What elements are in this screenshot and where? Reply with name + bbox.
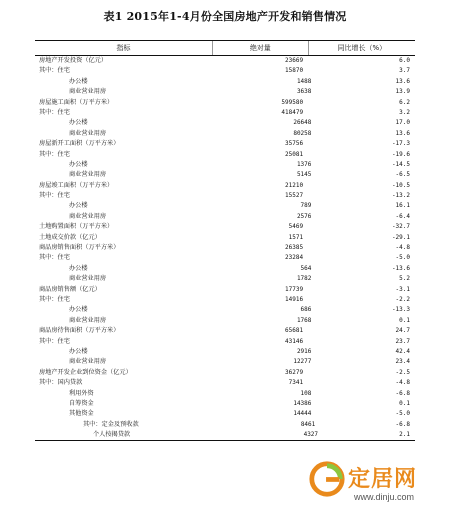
row-label: 商品房待售面积（万平方米）: [39, 327, 120, 335]
row-value: 1768: [296, 316, 312, 324]
row-growth: -29.1: [391, 233, 410, 241]
row-growth: -10.5: [391, 181, 410, 189]
row-value: 7341: [288, 379, 304, 387]
dinju-logo-icon: [308, 460, 346, 498]
row-growth: 42.4: [395, 347, 410, 355]
row-label: 办公楼: [69, 202, 88, 210]
row-value: 23669: [285, 57, 304, 64]
table-row: [35, 87, 415, 97]
row-label: 商业营业用房: [69, 275, 107, 283]
row-value: 43146: [285, 337, 304, 345]
row-label: 房屋新开工面积（万平方米）: [39, 140, 120, 148]
row-value: 5145: [296, 171, 312, 179]
table-row: [35, 129, 415, 139]
row-growth: -5.0: [395, 410, 410, 418]
row-value: 8461: [300, 420, 316, 428]
row-value: 1488: [296, 77, 312, 85]
row-label: 商业营业用房: [69, 316, 107, 324]
row-label: 土地购置面积（万平方米）: [39, 223, 114, 231]
row-label: 其中：住宅: [39, 108, 70, 116]
row-label: 办公楼: [69, 347, 88, 355]
row-label: 房地产开发企业到位资金（亿元）: [39, 368, 132, 376]
row-growth: 0.1: [399, 316, 410, 324]
row-growth: 13.6: [395, 129, 410, 137]
row-value: 23284: [285, 254, 304, 262]
row-label: 其中：住宅: [39, 254, 70, 262]
row-label: 商业营业用房: [69, 171, 107, 179]
table-row: [35, 222, 415, 232]
row-growth: -6.4: [395, 212, 410, 220]
row-value: 21210: [285, 181, 304, 189]
row-growth: 3.2: [399, 108, 410, 116]
row-growth: 6.2: [399, 98, 410, 106]
row-growth: 23.7: [395, 337, 410, 345]
row-growth: -19.6: [391, 150, 410, 158]
row-growth: -6.8: [395, 389, 410, 397]
table-row: [35, 295, 415, 305]
table-row: [35, 357, 415, 367]
row-label: 商品房销售额（亿元）: [39, 285, 101, 293]
row-growth: -5.0: [395, 254, 410, 262]
row-value: 26648: [293, 119, 312, 127]
table-row: [35, 409, 415, 419]
row-growth: -4.8: [395, 244, 410, 252]
row-label: 办公楼: [69, 160, 88, 168]
row-value: 1376: [296, 160, 312, 168]
row-growth: -6.8: [395, 420, 410, 428]
row-label: 其中：住宅: [39, 150, 70, 158]
table-row: [35, 347, 415, 357]
row-value: 25081: [285, 150, 304, 158]
row-growth: 24.7: [395, 327, 410, 335]
row-label: 自筹资金: [69, 399, 94, 407]
table-row: [35, 378, 415, 388]
table-row: [35, 326, 415, 336]
row-value: 4327: [303, 431, 319, 439]
bottom-rule: [35, 440, 415, 441]
row-label: 利用外资: [69, 389, 94, 397]
statistics-table: [35, 40, 415, 441]
row-growth: 5.2: [399, 275, 410, 283]
row-value: 3638: [296, 88, 312, 96]
table-title: 表1 2015年1-4月份全国房地产开发和销售情况: [103, 10, 347, 23]
row-growth: 6.0: [399, 57, 410, 64]
row-growth: 13.6: [395, 77, 410, 85]
row-value: 80258: [293, 129, 312, 137]
row-label: 商业营业用房: [69, 212, 107, 220]
row-label: 办公楼: [69, 77, 88, 85]
table-row: [35, 253, 415, 263]
row-value: 599580: [281, 98, 304, 106]
row-label: 个人按揭贷款: [93, 431, 131, 439]
row-value: 14916: [285, 295, 304, 303]
row-label: 其中：住宅: [39, 67, 70, 75]
table-row: [35, 399, 415, 409]
row-label: 商品房销售面积（万平方米）: [39, 244, 120, 252]
row-label: 办公楼: [69, 264, 88, 272]
row-growth: -14.5: [391, 160, 410, 168]
table-row: [35, 191, 415, 201]
row-label: 其中：定金及预收款: [83, 420, 139, 428]
row-label: 房屋施工面积（万平方米）: [39, 98, 114, 106]
row-value: 36279: [285, 368, 304, 376]
row-growth: -32.7: [391, 223, 410, 231]
row-growth: -17.3: [391, 140, 410, 148]
row-label: 商业营业用房: [69, 358, 107, 366]
row-growth: 3.7: [399, 67, 410, 75]
table-row: [35, 285, 415, 295]
table-row: [35, 274, 415, 284]
watermark-brand: 定居网: [348, 467, 418, 492]
watermark: [308, 458, 448, 513]
row-value: 15870: [285, 67, 304, 75]
row-growth: 2.1: [399, 431, 410, 439]
row-value: 14444: [293, 410, 312, 418]
row-value: 1571: [288, 233, 304, 241]
table-row: [35, 66, 415, 76]
table-row: [35, 139, 415, 149]
table-row: [35, 430, 415, 440]
row-value: 17739: [285, 285, 304, 293]
row-growth: -13.2: [391, 192, 410, 200]
header-absolute: 绝对量: [212, 41, 309, 55]
row-value: 418479: [281, 108, 304, 116]
table-body: [35, 56, 415, 440]
row-value: 2576: [296, 212, 312, 220]
row-growth: -2.2: [395, 295, 410, 303]
row-value: 564: [300, 264, 312, 272]
row-growth: -3.1: [395, 285, 410, 293]
watermark-url: www.dinju.com: [354, 492, 415, 502]
row-growth: -2.5: [395, 368, 410, 376]
table-row: [35, 170, 415, 180]
row-value: 789: [300, 202, 312, 210]
row-growth: 16.1: [395, 202, 410, 210]
row-label: 商业营业用房: [69, 129, 107, 137]
row-label: 商业营业用房: [69, 88, 107, 96]
row-label: 办公楼: [69, 306, 88, 314]
row-value: 65681: [285, 327, 304, 335]
table-row: [35, 118, 415, 128]
row-value: 108: [300, 389, 312, 397]
table-header: [35, 41, 415, 55]
table-row: [35, 233, 415, 243]
header-indicator: 指标: [116, 44, 131, 52]
row-value: 26385: [285, 244, 304, 252]
row-label: 其他资金: [69, 410, 94, 418]
row-growth: 23.4: [395, 358, 410, 366]
row-growth: -6.5: [395, 171, 410, 179]
table-row: [35, 56, 415, 66]
table-row: [35, 150, 415, 160]
row-growth: -4.8: [395, 379, 410, 387]
row-growth: 17.0: [395, 119, 410, 127]
table-row: [35, 316, 415, 326]
row-value: 1782: [296, 275, 312, 283]
row-growth: 0.1: [399, 399, 410, 407]
row-label: 土地成交价款（亿元）: [39, 233, 101, 241]
row-growth: -13.6: [391, 264, 410, 272]
table-row: [35, 98, 415, 108]
table-row: [35, 337, 415, 347]
row-growth: 13.9: [395, 88, 410, 96]
row-label: 其中：国内贷款: [39, 379, 83, 387]
row-value: 5469: [288, 223, 304, 231]
table-row: [35, 305, 415, 315]
row-label: 房地产开发投资（亿元）: [39, 57, 108, 64]
row-label: 房屋竣工面积（万平方米）: [39, 181, 114, 189]
row-value: 686: [300, 306, 312, 314]
table-row: [35, 181, 415, 191]
row-label: 其中：住宅: [39, 192, 70, 200]
table-row: [35, 264, 415, 274]
row-value: 15527: [285, 192, 304, 200]
row-value: 35756: [285, 140, 304, 148]
table-row: [35, 389, 415, 399]
table-row: [35, 201, 415, 211]
row-label: 其中：住宅: [39, 295, 70, 303]
row-value: 2916: [296, 347, 312, 355]
row-value: 14386: [293, 399, 312, 407]
row-growth: -13.3: [391, 306, 410, 314]
table-row: [35, 420, 415, 430]
table-row: [35, 212, 415, 222]
row-value: 12277: [293, 358, 312, 366]
table-row: [35, 160, 415, 170]
table-row: [35, 108, 415, 118]
row-label: 其中：住宅: [39, 337, 70, 345]
table-row: [35, 243, 415, 253]
table-row: [35, 77, 415, 87]
table-row: [35, 368, 415, 378]
row-label: 办公楼: [69, 119, 88, 127]
header-growth: 同比增长（%）: [337, 44, 387, 52]
